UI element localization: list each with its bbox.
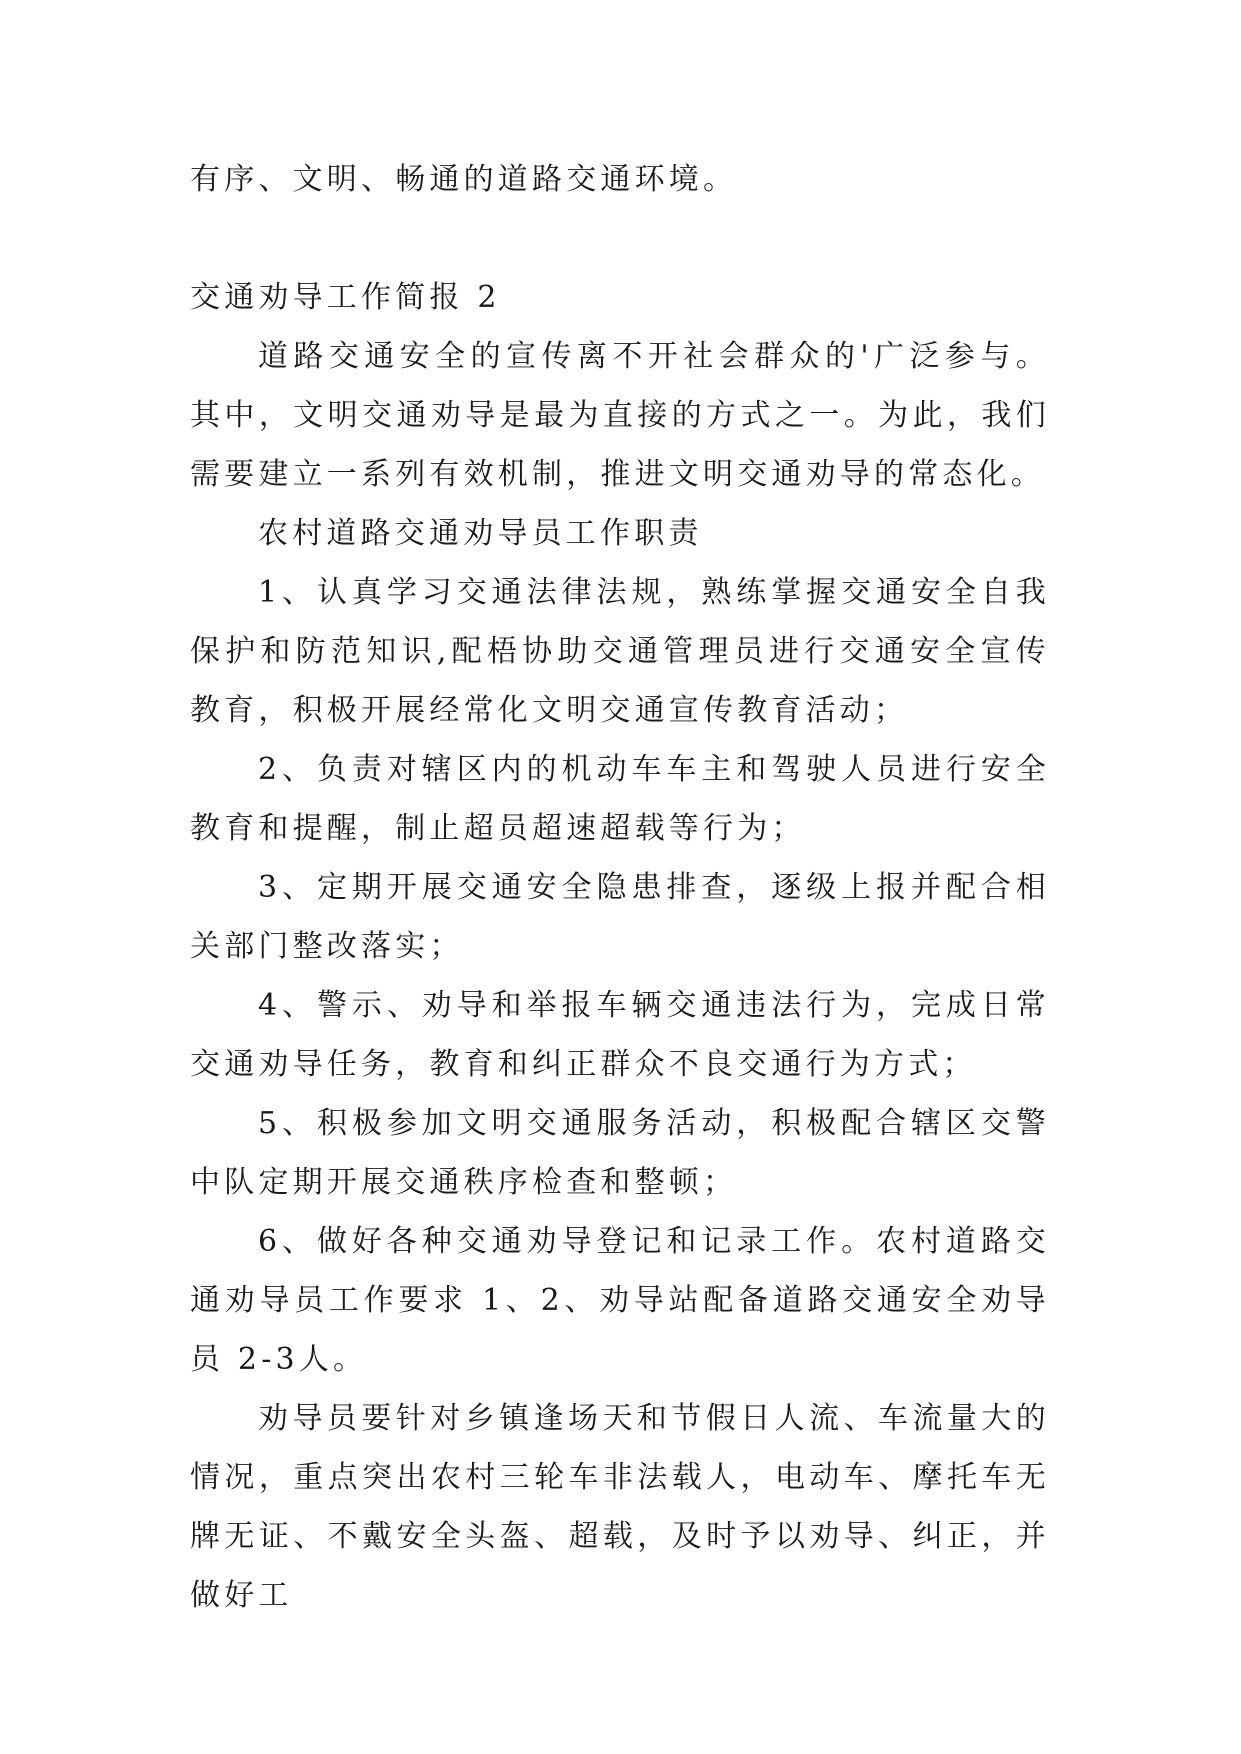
- paragraph-duty-6: 6、做好各种交通劝导登记和记录工作。农村道路交通劝导员工作要求 1、2、劝导站配备道路交通安全劝导员 2-3人。: [190, 1224, 1050, 1377]
- paragraph-intro: 道路交通安全的宣传离不开社会群众的'广泛参与。其中，文明交通劝导是最为直接的方式之一。为此，我们需要建立一系列有效机制，推进文明交通劝导的常态化。: [190, 339, 1050, 492]
- top-fragment-block: [190, 150, 1050, 209]
- body-text: [190, 327, 1050, 1625]
- section-heading: 交通劝导工作简报 2: [190, 280, 501, 315]
- paragraph-duty-3: 3、定期开展交通安全隐患排查，逐级上报并配合相关部门整改落实；: [190, 870, 1050, 964]
- section-heading-block: [190, 268, 1050, 327]
- paragraph-duty-5: 5、积极参加文明交通服务活动，积极配合辖区交警中队定期开展交通秩序检查和整顿；: [190, 1106, 1050, 1200]
- paragraph-duty-2: 2、负责对辖区内的机动车车主和驾驶人员进行安全教育和提醒，制止超员超速超载等行为；: [190, 752, 1050, 846]
- top-fragment: 有序、文明、畅通的道路交通环境。: [190, 162, 738, 197]
- paragraph-duties-title: 农村道路交通劝导员工作职责: [258, 516, 703, 551]
- paragraph-duty-4: 4、警示、劝导和举报车辆交通违法行为，完成日常交通劝导任务，教育和纠正群众不良交通行为方式；: [190, 988, 1050, 1082]
- paragraph-duty-1: 1、认真学习交通法律法规，熟练掌握交通安全自我保护和防范知识,配梧协助交通管理员进行交通安全宣传教育，积极开展经常化文明交通宣传教育活动；: [190, 575, 1050, 728]
- paragraph-requirements: 劝导员要针对乡镇逢场天和节假日人流、车流量大的情况，重点突出农村三轮车非法载人，电动车、摩托车无牌无证、不戴安全头盔、超载，及时予以劝导、纠正，并做好工: [190, 1401, 1050, 1613]
